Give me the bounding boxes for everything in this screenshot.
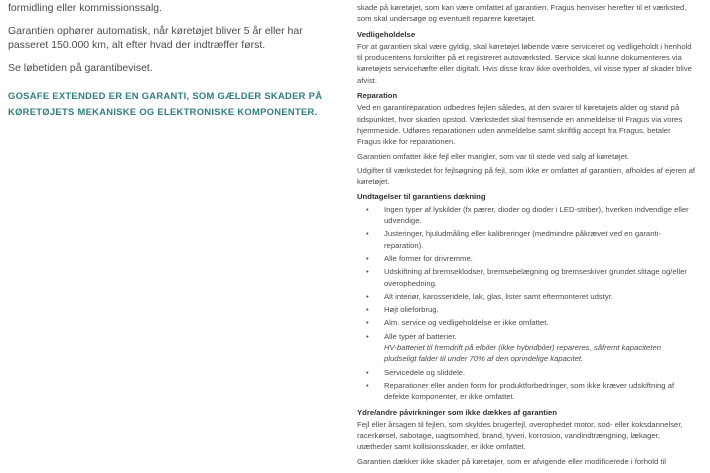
- list-item-text: Højt olieforbrug.: [384, 305, 439, 315]
- list-item: [357, 228, 695, 251]
- list-item-text: Alm. service og vedligeholdelse er ikke omfattet.: [384, 318, 549, 328]
- exclusions-list: [357, 204, 695, 403]
- list-item: [357, 331, 695, 365]
- maintenance-heading: Vedligeholdelse: [357, 29, 416, 39]
- list-item-text: Justeringer, hjuludmåling eller kalibreringer (medmindre påkrævet ved en garanti-reparation).: [384, 229, 661, 250]
- external-influences-heading: Ydre/andre påvirkninger som ikke dækkes af garantien: [357, 407, 557, 417]
- left-column: [8, 1, 339, 128]
- list-item: [357, 266, 695, 289]
- list-item-text: Udskiftning af bremseklodser, bremsebelægning og bremseskiver grundet slitage og/eller overophedning.: [384, 267, 687, 288]
- intro-carryover-paragraph: skade på køretøjet, som kan være omfattet af garantien. Fragus henviser herefter til et værksted, som skal undersøge og eventuelt reparere køretøjet.: [357, 3, 687, 24]
- duration-paragraph: Se løbetiden på garantibeviset.: [8, 62, 153, 74]
- list-item-text: Alle former for drivremme.: [384, 253, 473, 263]
- list-item: [357, 380, 695, 403]
- list-item: [357, 204, 695, 227]
- list-item-text: Ingen typer af lyskilder (fx pærer, dioder og dioder i LED-striber), hverken indvendige eller udvendige.: [384, 204, 689, 226]
- list-item: [357, 291, 695, 302]
- termination-paragraph: Garantien ophører automatisk, når køretøjet bliver 5 år eller har passeret 150.000 km, alt efter hvad der indtræffer først.: [8, 25, 303, 51]
- repair-paragraph-3: Udgifter til værkstedet for fejlsøgning på fejl, som ikke er omfattet af garantien, afholdes af ejeren af køretøjet.: [357, 165, 695, 187]
- repair-heading: Reparation: [357, 91, 398, 101]
- list-item: [357, 317, 695, 328]
- list-item-text: Servicedele og sliddele.: [384, 367, 466, 377]
- list-item-text: Reparationer eller anden form for produktforbedringer, som ikke kræver udskiftning af defekte komponenter, er ikke omfattet.: [384, 380, 675, 402]
- list-item-text: Alt interiør, karosseridele, lak, glas, lister samt eftermonteret udstyr.: [384, 291, 613, 301]
- exclusions-heading: Undtagelser til garantiens dækning: [357, 192, 486, 202]
- list-item-text: Alle typer af batterier.: [384, 331, 457, 341]
- battery-note: HV-batteriet til fremdrift på elbiler (ikke hybridbiler) repareres, såfremt kapaciteten pludseligt falder til under 70% af den oprindelige kapacitet.: [384, 343, 661, 364]
- external-paragraph-1: Fejl eller årsagen til fejlen, som skyldes brugerfejl, overophedet motor, sod- eller koksdannelser, racerkørsel, sabotage, uagtsomhed, brand, tyveri, korrosion, vandindtrængning, lækager, utætheder samt kollisionsskader, er ikke omfattet.: [357, 419, 683, 452]
- maintenance-body: For at garantien skal være gyldig, skal køretøjet løbende være serviceret og vedligeholdt i henhold til producentens forskrifter på et registreret autoværksted. Service skal kunne dokumenteres via køretøjets servicehæfte eller digitalt. Hvis disse krav ikke overholdes, vil visse typer af skader blive afvist.: [357, 41, 692, 85]
- list-item: [357, 304, 695, 315]
- list-item: [357, 367, 695, 378]
- gosafe-highlight-statement: GOSAFE EXTENDED ER EN GARANTI, SOM GÆLDER SKADER PÅ KØRETØJETS MEKANISKE OG ELEKTRONISKE KOMPONENTER.: [8, 90, 323, 117]
- repair-paragraph-2: Garantien omfatter ikke fejl eller mangler, som var til stede ved salg af køretøjet.: [357, 151, 630, 161]
- repair-paragraph-1: Ved en garantireparation udbedres fejlen således, at den svarer til køretøjets alder og stand på tidspunktet, hvor skaden opstod. Værkstedet skal fremsende en anmeldelse til Fragus via vores hjemmeside. Udføres reparationen uden anmeldelse samt skriftlig accept fra Fragus, betaler Fragus ikke for reparationen.: [357, 103, 683, 147]
- right-column: [357, 2, 695, 470]
- external-paragraph-2-truncated: Garantien dækker ikke skader på køretøjer, som er afvigende eller modificerede i forhold til: [357, 456, 666, 466]
- carryover-paragraph: formidling eller kommissionssalg.: [8, 2, 163, 14]
- list-item: [357, 253, 695, 264]
